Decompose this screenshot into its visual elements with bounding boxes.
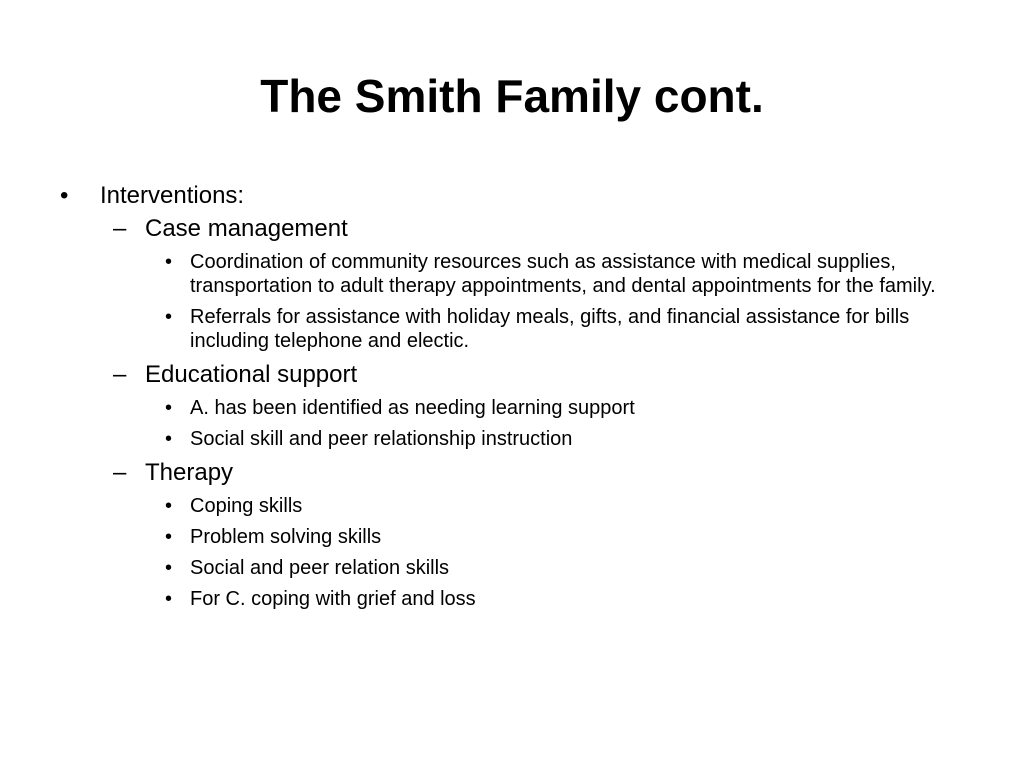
bullet-marker: •	[165, 526, 173, 548]
bullet-marker: •	[165, 251, 173, 273]
sub-bullet-therapy	[0, 458, 1000, 488]
slide-content	[0, 179, 1000, 611]
bullet-text: Interventions:	[100, 182, 245, 209]
sub-bullet-text: Educational support	[145, 361, 358, 388]
list-item-text: For C. coping with grief and loss	[190, 588, 476, 610]
bullet-marker: •	[165, 428, 173, 450]
bullet-marker: •	[60, 182, 69, 209]
bullet-interventions	[0, 179, 1000, 212]
list-item-text: Coordination of community resources such as assistance with medical supplies, transportation to adult therapy appointments, and dental appointments for the family.	[190, 251, 936, 297]
list-item-text: Social and peer relation skills	[190, 557, 450, 579]
list-item	[0, 250, 955, 298]
list-item	[0, 525, 955, 549]
list-item	[0, 396, 955, 420]
bullet-marker: •	[165, 306, 173, 328]
dash-marker: –	[113, 215, 127, 242]
list-item	[0, 556, 955, 580]
list-item-text: Coping skills	[190, 495, 303, 517]
list-item	[0, 587, 955, 611]
bullet-marker: •	[165, 588, 173, 610]
slide-title: The Smith Family cont.	[260, 70, 764, 122]
bullet-marker: •	[165, 397, 173, 419]
list-item	[0, 305, 955, 353]
list-item-text: Problem solving skills	[190, 526, 382, 548]
dash-marker: –	[113, 361, 127, 388]
sub-bullet-case-management	[0, 214, 1000, 244]
bullet-marker: •	[165, 495, 173, 517]
sub-bullet-text: Therapy	[145, 459, 234, 486]
sub-bullet-text: Case management	[145, 215, 348, 242]
list-item	[0, 427, 955, 451]
list-item-text: A. has been identified as needing learning support	[190, 397, 635, 419]
list-item	[0, 494, 955, 518]
list-item-text: Social skill and peer relationship instruction	[190, 428, 573, 450]
bullet-marker: •	[165, 557, 173, 579]
sub-bullet-educational-support	[0, 360, 1000, 390]
list-item-text: Referrals for assistance with holiday meals, gifts, and financial assistance for bills including telephone and electic.	[190, 306, 910, 352]
dash-marker: –	[113, 459, 127, 486]
